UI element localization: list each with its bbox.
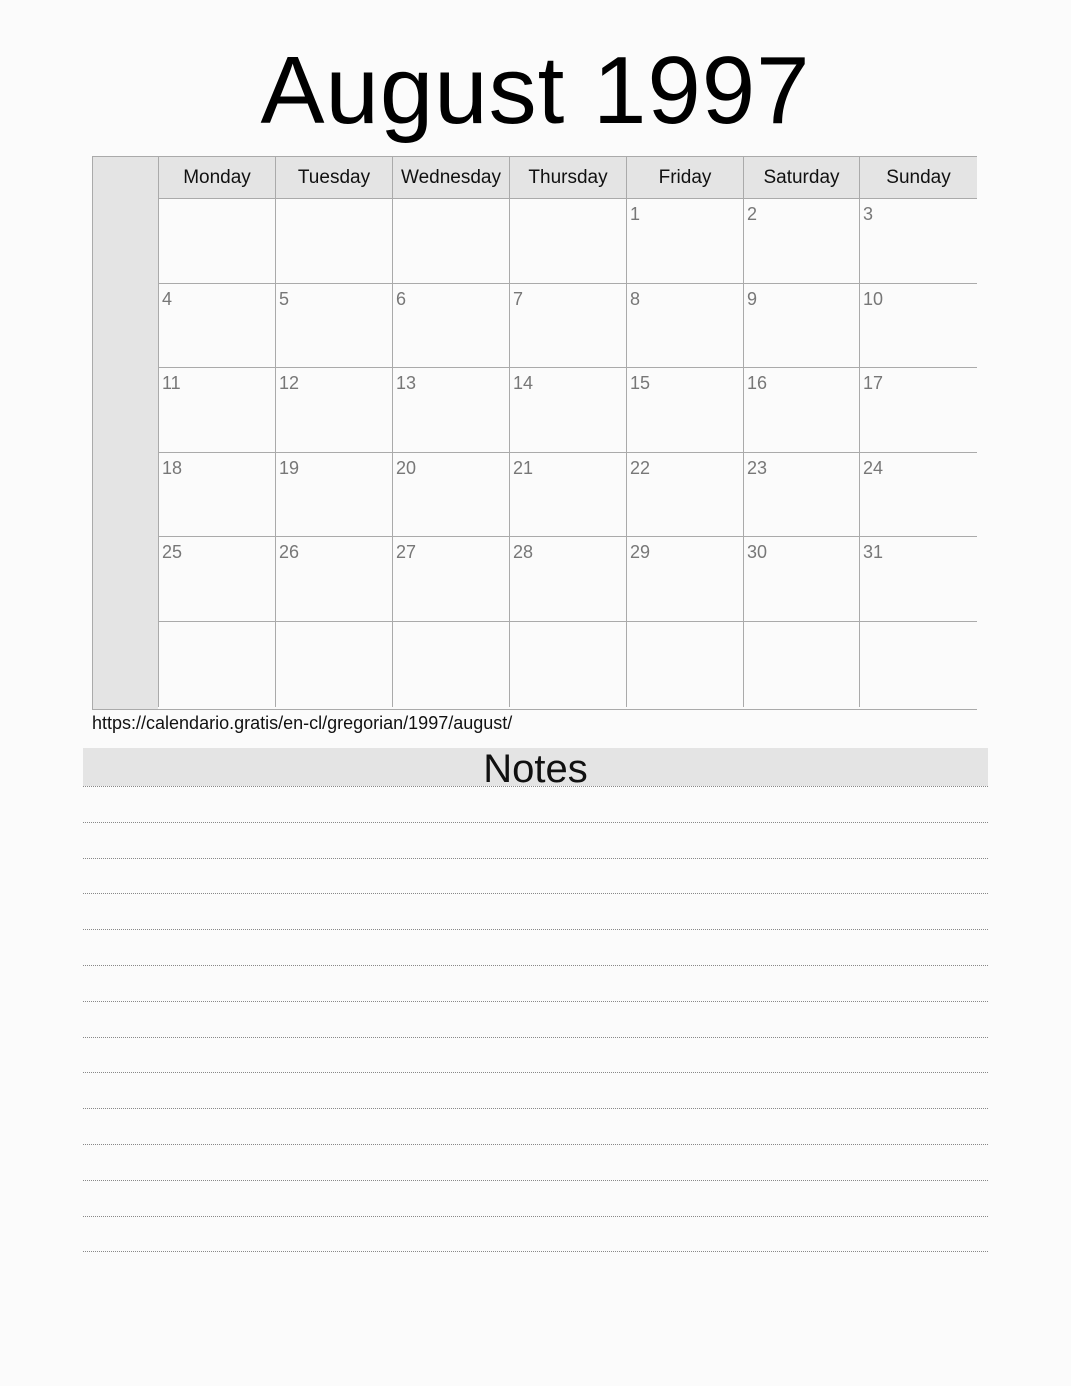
- day-cell: 12: [275, 368, 392, 453]
- notes-title: Notes: [83, 748, 988, 786]
- note-line: [83, 1251, 988, 1287]
- weekday-header: Thursday: [509, 157, 626, 199]
- note-line: [83, 786, 988, 822]
- day-cell: 30: [743, 537, 859, 622]
- note-line: [83, 858, 988, 894]
- note-line: [83, 1001, 988, 1037]
- note-line: [83, 893, 988, 929]
- note-line: [83, 1072, 988, 1108]
- day-cell: 3: [859, 199, 977, 284]
- day-cell: 17: [859, 368, 977, 453]
- day-cell: 24: [859, 453, 977, 537]
- day-cell: 31: [859, 537, 977, 622]
- day-cell: 16: [743, 368, 859, 453]
- day-cell: 9: [743, 284, 859, 368]
- day-cell: 27: [392, 537, 509, 622]
- note-line: [83, 822, 988, 858]
- day-cell: 14: [509, 368, 626, 453]
- day-cell: [275, 199, 392, 284]
- day-cell: 11: [158, 368, 275, 453]
- day-cell: 25: [158, 537, 275, 622]
- calendar-grid: [158, 157, 977, 709]
- day-cell: 7: [509, 284, 626, 368]
- note-line: [83, 1108, 988, 1144]
- day-cell: [392, 622, 509, 707]
- weekday-header: Saturday: [743, 157, 859, 199]
- note-line: [83, 1144, 988, 1180]
- weekday-header: Wednesday: [392, 157, 509, 199]
- day-cell: 22: [626, 453, 743, 537]
- day-cell: 13: [392, 368, 509, 453]
- day-cell: 28: [509, 537, 626, 622]
- page-title: August 1997: [260, 37, 811, 144]
- weekday-header: Sunday: [859, 157, 977, 199]
- day-cell: [509, 199, 626, 284]
- day-cell: 6: [392, 284, 509, 368]
- note-line: [83, 1180, 988, 1216]
- day-cell: [859, 622, 977, 707]
- weekday-header: Friday: [626, 157, 743, 199]
- note-line: [83, 1037, 988, 1073]
- day-cell: 1: [626, 199, 743, 284]
- day-cell: [626, 622, 743, 707]
- weekday-header: Tuesday: [275, 157, 392, 199]
- day-cell: 15: [626, 368, 743, 453]
- day-cell: 21: [509, 453, 626, 537]
- day-cell: 19: [275, 453, 392, 537]
- calendar-table: [92, 156, 977, 710]
- day-cell: [158, 199, 275, 284]
- day-cell: 20: [392, 453, 509, 537]
- notes-area: [83, 786, 988, 1287]
- day-cell: 26: [275, 537, 392, 622]
- day-cell: [743, 622, 859, 707]
- day-cell: 18: [158, 453, 275, 537]
- day-cell: 10: [859, 284, 977, 368]
- weekday-header: Monday: [158, 157, 275, 199]
- source-url[interactable]: https://calendario.gratis/en-cl/gregorian/1997/august/: [92, 713, 513, 733]
- day-cell: 23: [743, 453, 859, 537]
- day-cell: 5: [275, 284, 392, 368]
- day-cell: 4: [158, 284, 275, 368]
- day-cell: [158, 622, 275, 707]
- note-line: [83, 929, 988, 965]
- note-line: [83, 965, 988, 1001]
- day-cell: [392, 199, 509, 284]
- note-line: [83, 1216, 988, 1252]
- day-cell: 29: [626, 537, 743, 622]
- day-cell: [275, 622, 392, 707]
- day-cell: 8: [626, 284, 743, 368]
- day-cell: [509, 622, 626, 707]
- day-cell: 2: [743, 199, 859, 284]
